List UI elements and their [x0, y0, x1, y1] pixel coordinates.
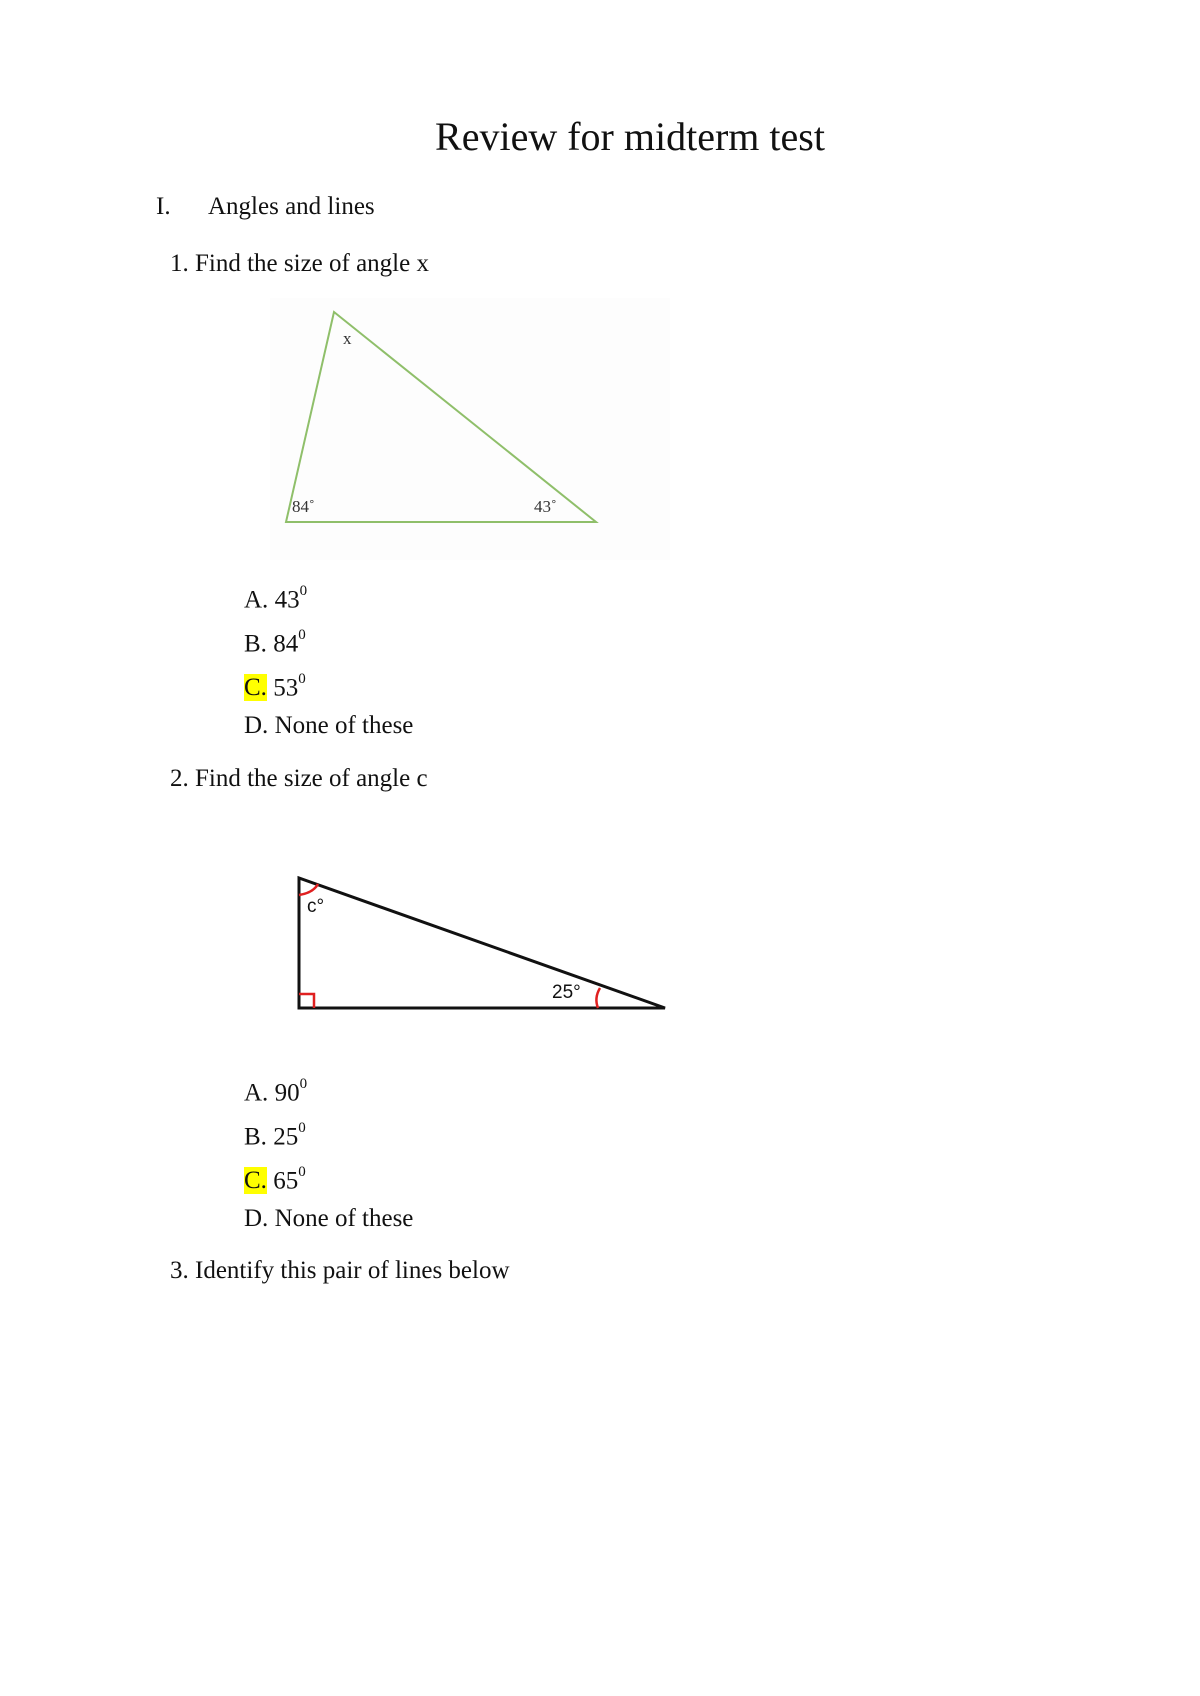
option-value: 65 — [273, 1167, 299, 1195]
option-letter: D. — [244, 712, 269, 739]
option-letter: B. — [244, 1123, 267, 1151]
q2-option-c — [244, 1160, 306, 1196]
option-letter-highlighted: C. — [244, 1167, 267, 1195]
option-letter: A. — [244, 1079, 269, 1107]
angle-25-arc — [596, 988, 600, 1008]
option-letter-highlighted: C. — [244, 674, 267, 702]
page-title: Review for midterm test — [435, 114, 825, 159]
figure-1-background — [270, 298, 670, 560]
q2-option-d — [244, 1204, 413, 1234]
section-heading: Angles and lines — [208, 193, 375, 220]
triangle-figure-2 — [280, 850, 680, 1020]
option-value: 25 — [273, 1123, 299, 1151]
degree-superscript: 0 — [299, 583, 308, 599]
angle-c-label: c° — [307, 896, 325, 917]
option-value: None of these — [274, 1205, 414, 1232]
question-2-prompt: 2. Find the size of angle c — [170, 765, 428, 792]
option-value: 84 — [273, 630, 299, 658]
degree-superscript: 0 — [298, 1164, 306, 1180]
angle-25-label: 25° — [552, 982, 581, 1003]
triangle-2-outline — [299, 878, 665, 1008]
option-value: 43 — [274, 586, 300, 614]
section-number: I. — [156, 193, 171, 220]
option-value: 90 — [274, 1079, 300, 1107]
angle-c-arc — [299, 884, 318, 895]
degree-superscript: 0 — [298, 671, 306, 687]
angle-84-label: 84˚ — [292, 497, 315, 516]
q1-option-d — [244, 711, 413, 741]
option-letter: A. — [244, 586, 269, 614]
option-value: None of these — [274, 712, 414, 739]
degree-superscript: 0 — [298, 1120, 306, 1136]
degree-superscript: 0 — [298, 627, 306, 643]
triangle-figure-1 — [270, 298, 670, 560]
q1-option-a — [244, 579, 307, 615]
q1-option-b — [244, 623, 306, 659]
degree-superscript: 0 — [299, 1076, 308, 1092]
q1-option-c — [244, 667, 306, 703]
q2-option-b — [244, 1116, 306, 1152]
question-3-prompt: 3. Identify this pair of lines below — [170, 1257, 510, 1284]
option-letter: D. — [244, 1205, 269, 1232]
angle-43-label: 43˚ — [534, 497, 557, 516]
question-1-prompt: 1. Find the size of angle x — [170, 250, 429, 277]
right-angle-marker — [299, 994, 314, 1008]
q2-option-a — [244, 1072, 307, 1108]
option-value: 53 — [273, 674, 299, 702]
option-letter: B. — [244, 630, 267, 658]
angle-x-label: x — [343, 329, 352, 348]
